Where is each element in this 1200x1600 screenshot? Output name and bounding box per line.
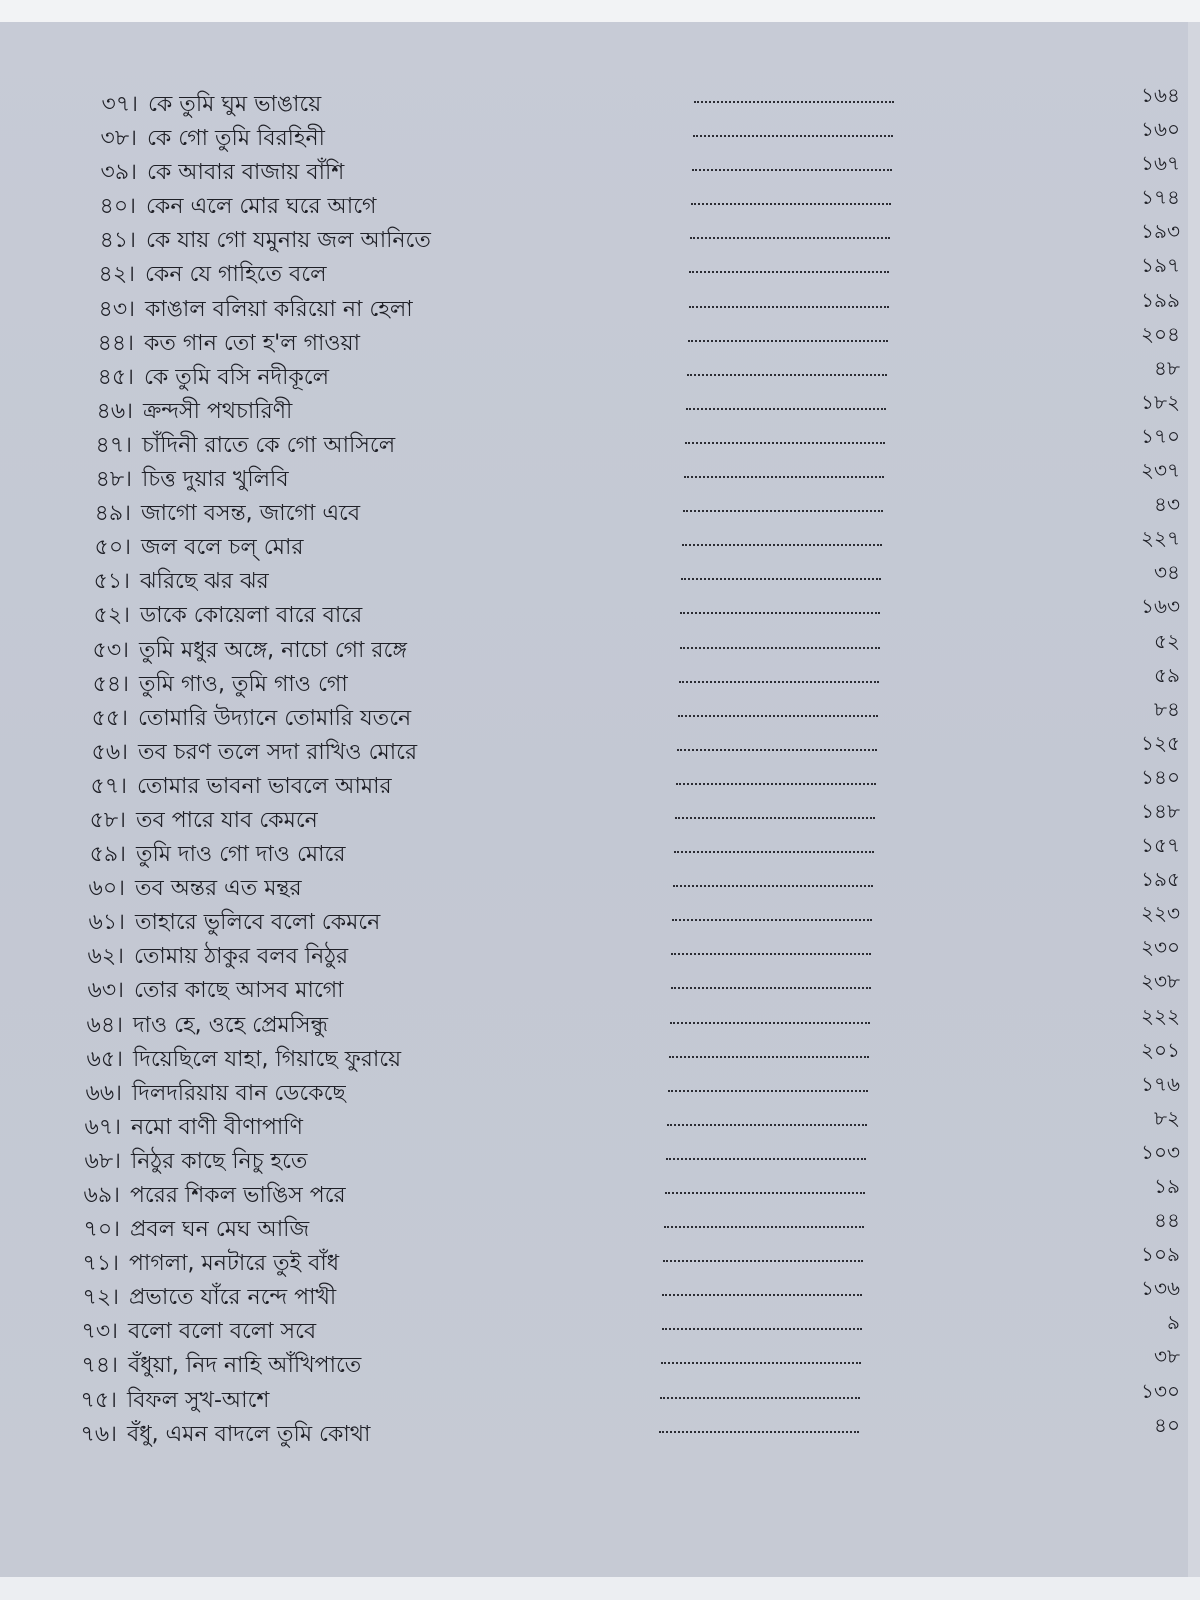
toc-entry [0, 1100, 1188, 1140]
entry-page-number: ১৯৩ [1141, 219, 1180, 244]
dot-leader [690, 235, 890, 239]
entry-number: ৭৪। [81, 1353, 118, 1379]
toc-entry [0, 520, 1188, 561]
entry-title: প্রবল ঘন মেঘ আজি [130, 1217, 310, 1243]
dot-leader [689, 304, 889, 308]
dot-leader [684, 474, 884, 478]
entry-page-number: ১৯৫ [1141, 867, 1180, 892]
entry-number: ৪০। [99, 194, 136, 220]
entry-page-number: ১৬০ [1141, 117, 1180, 142]
entry-page-number: ১৯ [1154, 1174, 1180, 1198]
dot-leader [691, 201, 891, 205]
dot-leader [687, 372, 887, 376]
toc-entry [0, 282, 1188, 322]
entry-title: চাঁদিনী রাতে কে গো আসিলে [142, 432, 396, 458]
dot-leader [671, 985, 871, 989]
entry-page-number: ১৫৭ [1141, 833, 1180, 858]
entry-title: তোমার ভাবনা ভাবলে আমার [137, 773, 392, 799]
toc-entry [0, 247, 1188, 288]
entry-title: ক্রন্দসী পথচারিণী [143, 398, 293, 424]
entry-title: তুমি মধুর অঙ্গে, নাচো গো রঙ্গে [139, 637, 407, 663]
entry-title: তব পারে যাব কেমনে [136, 807, 318, 833]
toc-entry [0, 725, 1188, 765]
entry-title: বঁধু, এমন বাদলে তুমি কোথা [127, 1421, 371, 1447]
entry-title: বলো বলো বলো সবে [128, 1319, 317, 1345]
dot-leader [689, 269, 889, 273]
entry-number: ৫১। [93, 569, 130, 595]
dot-leader [679, 679, 879, 683]
entry-number: ৩৯। [100, 160, 137, 186]
entry-page-number: ১৬৪ [1141, 83, 1180, 107]
entry-number: ৬১। [88, 910, 125, 936]
dot-leader [685, 440, 885, 444]
entry-page-number: ২২৩ [1140, 901, 1180, 926]
toc-entry [0, 1066, 1188, 1106]
dot-leader [666, 1156, 866, 1160]
dot-leader [662, 1326, 862, 1330]
entry-title: তুমি গাও, তুমি গাও গো [139, 671, 348, 697]
entry-page-number: ১৭০ [1141, 423, 1180, 448]
entry-number: ৪৯। [94, 501, 131, 527]
dot-leader [680, 610, 880, 614]
dot-leader [693, 133, 893, 137]
entry-number: ৪৪। [97, 330, 134, 356]
dot-leader [673, 883, 873, 887]
dot-leader [688, 338, 888, 342]
toc-entry [0, 145, 1188, 186]
entry-title: কেন যে গাহিতে বলে [145, 262, 327, 288]
toc-entry [0, 657, 1188, 697]
entry-page-number: ১৪০ [1141, 764, 1180, 789]
dot-leader [664, 1224, 864, 1228]
entry-number: ৬০। [88, 876, 125, 902]
toc-entry [0, 350, 1188, 390]
entry-page-number: ১৭৪ [1141, 185, 1180, 210]
toc-entry [0, 418, 1188, 458]
entry-number: ৫৭। [90, 773, 127, 799]
dot-leader [694, 99, 894, 103]
entry-page-number: ১৩৬ [1141, 1276, 1180, 1301]
entry-title: তোর কাছে আসব মাগো [134, 978, 344, 1004]
entry-number: ৭৬। [80, 1421, 117, 1447]
entry-page-number: ২২২ [1140, 1003, 1180, 1028]
entry-title: বিফল সুখ-আশে [127, 1387, 270, 1413]
entry-number: ৪১। [99, 228, 136, 254]
dot-leader [662, 1292, 862, 1296]
dot-leader [668, 1088, 868, 1092]
toc-entry [0, 759, 1188, 799]
dot-leader [659, 1429, 859, 1433]
entry-title: তাহারে ভুলিবে বলো কেমনে [135, 910, 381, 936]
entry-page-number: ৪০ [1154, 1412, 1180, 1437]
toc-entry [0, 895, 1188, 936]
toc-entry [0, 384, 1188, 424]
toc-entry [0, 827, 1188, 868]
entry-number: ৭৩। [81, 1319, 118, 1345]
entry-title: তুমি দাও গো দাও মোরে [136, 842, 346, 868]
toc-entry [0, 213, 1188, 254]
toc-entry [0, 77, 1188, 117]
entry-title: নমো বাণী বীণাপাণি [131, 1114, 303, 1140]
toc-entry [0, 1032, 1188, 1072]
entry-title: প্রভাতে যাঁরে নন্দে পাখী [129, 1285, 337, 1311]
entry-title: কে তুমি বসি নদীকূলে [144, 364, 329, 390]
entry-page-number: ১৬৩ [1141, 594, 1180, 619]
dot-leader [663, 1258, 863, 1262]
entry-page-number: ১৯৯ [1141, 287, 1180, 312]
toc-entry [0, 111, 1188, 152]
entry-page-number: ১৪৮ [1141, 798, 1180, 823]
entry-number: ৬৩। [87, 978, 124, 1004]
entry-title: দিলদরিয়ায় বান ডেকেছে [132, 1080, 346, 1106]
entry-title: তোমারি উদ্যানে তোমারি যতনে [138, 705, 412, 731]
entry-title: তব চরণ তলে সদা রাখিও মোরে [138, 739, 418, 765]
entry-title: কে গো তুমি বিরহিনী [147, 126, 325, 152]
dot-leader [669, 1054, 869, 1058]
dot-leader [665, 1190, 865, 1194]
entry-number: ৪৩। [98, 296, 135, 322]
dot-leader [674, 849, 874, 853]
entry-page-number: ২০১ [1141, 1037, 1180, 1062]
entry-number: ৫০। [94, 535, 131, 561]
entry-number: ৫৬। [91, 739, 128, 765]
entry-number: ৫৯। [89, 842, 126, 868]
entry-title: কে তুমি ঘুম ভাঙায়ে [148, 92, 322, 117]
entry-title: দাও হে, ওহে প্রেমসিন্ধু [133, 1012, 328, 1038]
dot-leader [661, 1360, 861, 1364]
dot-leader [671, 951, 871, 955]
toc-entry [0, 793, 1188, 833]
entry-page-number: ১৬৭ [1141, 151, 1180, 176]
toc-entry [0, 316, 1188, 356]
entry-number: ৪৫। [97, 364, 134, 390]
toc-entry [0, 623, 1188, 663]
toc-entry [0, 1236, 1188, 1277]
entry-page-number: ৩৪ [1154, 560, 1180, 585]
entry-title: কত গান তো হ'ল গাওয়া [144, 330, 360, 356]
entry-title: ঝরিছে ঝর ঝর [140, 569, 269, 595]
entry-page-number: ২০৪ [1141, 321, 1180, 346]
entry-number: ৬৯। [83, 1183, 120, 1208]
entry-title: কাঙাল বলিয়া করিয়ো না হেলা [145, 296, 413, 322]
page-bottom-edge [0, 1577, 1200, 1600]
entry-page-number: ২৩৮ [1141, 969, 1180, 994]
entry-number: ৩৭। [101, 92, 138, 117]
entry-number: ৫৪। [92, 671, 129, 697]
entry-title: তোমায় ঠাকুর বলব নিঠুর [134, 944, 349, 970]
entry-page-number: ৪৪ [1154, 1208, 1180, 1233]
toc-entry [0, 179, 1188, 220]
entry-number: ৭০। [83, 1217, 120, 1243]
entry-page-number: ৪৮ [1154, 355, 1180, 380]
entry-page-number: ২২৭ [1140, 526, 1180, 551]
entry-title: কেন এলে মোর ঘরে আগে [146, 194, 377, 220]
entry-page-number: ১৭৬ [1141, 1071, 1180, 1096]
toc-entry [0, 929, 1188, 970]
dot-leader [672, 917, 872, 921]
entry-page-number: ১০৩ [1141, 1139, 1180, 1164]
entry-page-number: ২৩০ [1140, 935, 1180, 960]
dot-leader [678, 713, 878, 717]
dot-leader [686, 406, 886, 410]
entry-page-number: ৮২ [1154, 1105, 1180, 1130]
entry-number: ৪৮। [95, 467, 132, 493]
entry-title: পাগলা, মনটারে তুই বাঁধ [129, 1251, 340, 1277]
toc-entry [0, 1134, 1188, 1174]
entry-title: দিয়েছিলে যাহা, গিয়াছে ফুরায়ে [133, 1046, 402, 1072]
entry-number: ৬২। [87, 944, 124, 970]
dot-leader [680, 645, 880, 649]
dot-leader [660, 1395, 860, 1399]
entry-title: ডাকে কোয়েলা বারে বারে [140, 603, 363, 629]
entry-number: ৬৪। [86, 1012, 123, 1038]
entry-page-number: ১৮২ [1141, 389, 1180, 414]
toc-entry [0, 1168, 1188, 1208]
entry-number: ৬৫। [86, 1046, 123, 1072]
toc-entry [0, 486, 1188, 527]
entry-number: ৩৮। [100, 126, 137, 152]
entry-number: ৫৩। [92, 637, 129, 663]
dot-leader [667, 1122, 867, 1126]
entry-title: বঁধুয়া, নিদ নাহি আঁখিপাতে [128, 1353, 362, 1379]
entry-page-number: ১৯৭ [1141, 253, 1180, 278]
entry-page-number: ২৩৭ [1140, 458, 1180, 483]
toc-entry [0, 588, 1188, 629]
entry-number: ৭২। [82, 1285, 119, 1311]
toc-entry [0, 998, 1188, 1038]
dot-leader [683, 508, 883, 512]
dot-leader [670, 1020, 870, 1024]
page-top-edge [0, 0, 1200, 22]
toc-entry [0, 452, 1188, 493]
entry-page-number: ৮৪ [1154, 696, 1180, 721]
entry-page-number: ৩৮ [1154, 1344, 1180, 1369]
entry-title: জল বলে চল্‌ মোর [141, 535, 304, 561]
entry-number: ৫২। [93, 603, 130, 629]
table-of-contents [0, 77, 1188, 1447]
dot-leader [675, 815, 875, 819]
entry-page-number: ৫২ [1154, 628, 1180, 653]
entry-title: কে যায় গো যমুনায় জল আনিতে [146, 228, 431, 254]
entry-page-number: ১০৯ [1141, 1242, 1180, 1267]
entry-number: ৪৭। [95, 432, 132, 458]
entry-title: নিঠুর কাছে নিচু হতে [131, 1148, 308, 1174]
entry-number: ৪২। [98, 262, 135, 288]
entry-number: ৫৮। [89, 807, 126, 833]
dot-leader [681, 576, 881, 580]
toc-entry [0, 861, 1188, 902]
dot-leader [692, 167, 892, 171]
dot-leader [682, 542, 882, 546]
toc-entry [0, 1407, 1188, 1447]
toc-entry [0, 691, 1188, 731]
toc-entry [0, 554, 1188, 595]
entry-number: ৬৭। [84, 1114, 121, 1140]
entry-number: ৪৬। [96, 398, 133, 424]
entry-title: চিত্ত দুয়ার খুলিবি [142, 467, 289, 493]
toc-entry [0, 1270, 1188, 1311]
dot-leader [677, 747, 877, 751]
toc-entry [0, 1373, 1188, 1413]
toc-entry [0, 1304, 1188, 1345]
entry-number: ৬৮। [84, 1148, 121, 1174]
toc-entry [0, 1202, 1188, 1243]
entry-title: তব অন্তর এত মন্থর [135, 876, 302, 902]
entry-number: ৫৫। [91, 705, 128, 731]
dot-leader [676, 781, 876, 785]
toc-entry [0, 1338, 1188, 1379]
entry-page-number: ৯ [1167, 1310, 1180, 1335]
entry-title: পরের শিকল ভাঙিস পরে [130, 1183, 346, 1208]
entry-page-number: ৫৯ [1154, 662, 1180, 687]
book-page [0, 22, 1188, 1577]
entry-title: জাগো বসন্ত, জাগো এবে [141, 501, 361, 527]
entry-page-number: ৪৩ [1154, 492, 1180, 517]
entry-number: ৭১। [82, 1251, 119, 1277]
entry-number: ৬৬। [85, 1080, 122, 1106]
entry-number: ৭৫। [80, 1387, 117, 1413]
entry-page-number: ১২৫ [1141, 730, 1180, 755]
entry-title: কে আবার বাজায় বাঁশি [147, 160, 345, 186]
entry-page-number: ১৩০ [1141, 1378, 1180, 1403]
toc-entry [0, 963, 1188, 1004]
